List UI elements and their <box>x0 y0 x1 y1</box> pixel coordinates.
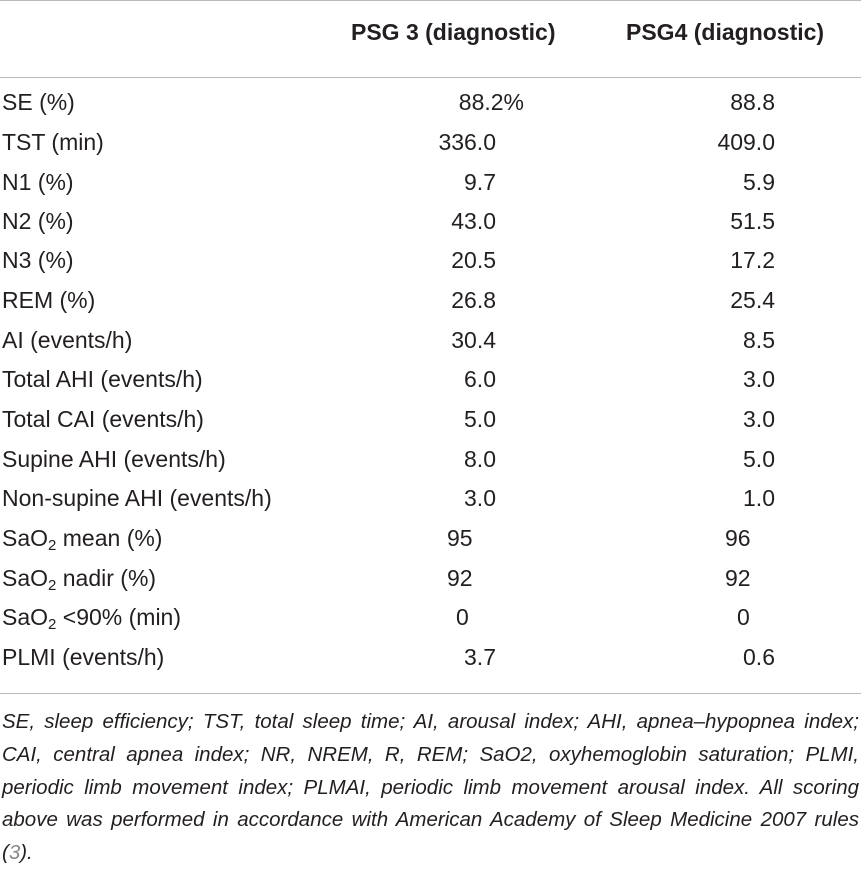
psg3-value: 88.2% <box>458 89 524 115</box>
psg4-value: 409.0 <box>717 129 775 155</box>
row-label: Supine AHI (events/h) <box>2 446 226 472</box>
label-text: SaO <box>2 604 49 630</box>
table-row <box>0 558 861 598</box>
label-text: SaO <box>2 565 49 591</box>
label-text: nadir (%) <box>56 565 157 591</box>
psg4-value: 0 <box>737 604 750 630</box>
psg3-value: 3.0 <box>464 485 496 511</box>
column-header-psg3: PSG 3 (diagnostic) <box>351 19 556 45</box>
psg4-value: 3.0 <box>743 366 775 392</box>
label-text: SaO <box>2 525 49 551</box>
label-text: mean (%) <box>56 525 163 551</box>
label-text: <90% (min) <box>56 604 181 630</box>
psg3-value: 20.5 <box>451 247 496 273</box>
psg3-value: 336.0 <box>438 129 496 155</box>
psg3-value: 5.0 <box>464 406 496 432</box>
table-row <box>0 240 861 280</box>
row-label: N3 (%) <box>2 247 74 273</box>
header-divider <box>0 77 861 78</box>
psg3-value: 9.7 <box>464 169 496 195</box>
psg4-value: 96 <box>725 525 751 551</box>
row-label: Total CAI (events/h) <box>2 406 204 432</box>
row-label: REM (%) <box>2 287 96 313</box>
table-bottom-rule <box>0 693 861 694</box>
table-row <box>0 439 861 479</box>
row-label: Total AHI (events/h) <box>2 366 203 392</box>
psg4-value: 1.0 <box>743 485 775 511</box>
footnote-text: SE, sleep efficiency; TST, total sleep time; AI, arousal index; AHI, apnea–hypopnea index; CAI, central apnea index; NR, NREM, R, REM; SaO2, oxyhemoglobin saturation; PLMI, periodic limb movement index; PLMAI, periodic limb movement arousal index. All scoring above was performed in accordance with American Academy of Sleep Medicine 2007 rules ( <box>2 710 859 865</box>
table-row <box>0 478 861 518</box>
row-label: TST (min) <box>2 129 104 155</box>
psg4-value: 8.5 <box>743 327 775 353</box>
psg3-value: 6.0 <box>464 366 496 392</box>
psg3-value: 8.0 <box>464 446 496 472</box>
psg3-value: 92 <box>447 565 473 591</box>
psg4-value: 3.0 <box>743 406 775 432</box>
psg4-value: 5.9 <box>743 169 775 195</box>
row-label: N2 (%) <box>2 208 74 234</box>
subscript-2: 2 <box>48 577 57 594</box>
psg4-value: 92 <box>725 565 751 591</box>
table-row <box>0 280 861 320</box>
psg4-value: 5.0 <box>743 446 775 472</box>
table-row <box>0 201 861 241</box>
row-label: N1 (%) <box>2 169 74 195</box>
table-row <box>0 122 861 162</box>
row-label: PLMI (events/h) <box>2 644 165 670</box>
psg4-value: 17.2 <box>730 247 775 273</box>
column-header-psg4: PSG4 (diagnostic) <box>626 19 825 45</box>
psg4-value: 0.6 <box>743 644 775 670</box>
table-row <box>0 359 861 399</box>
table-row <box>0 162 861 202</box>
table-row <box>0 637 861 677</box>
table-row <box>0 399 861 439</box>
table-row <box>0 597 861 637</box>
psg4-value: 88.8 <box>730 89 775 115</box>
psg3-value: 30.4 <box>451 327 496 353</box>
subscript-2: 2 <box>48 537 57 554</box>
table-row <box>0 82 861 122</box>
row-label: Non-supine AHI (events/h) <box>2 485 272 511</box>
subscript-2: 2 <box>48 616 57 633</box>
footnote-end: ). <box>20 841 33 865</box>
row-label: SE (%) <box>2 89 75 115</box>
table-top-rule <box>0 0 861 1</box>
psg3-value: 95 <box>447 525 473 551</box>
table-row <box>0 518 861 558</box>
psg3-value: 26.8 <box>451 287 496 313</box>
psg3-value: 43.0 <box>451 208 496 234</box>
psg3-value: 3.7 <box>464 644 496 670</box>
psg4-value: 51.5 <box>730 208 775 234</box>
row-label: AI (events/h) <box>2 327 133 353</box>
table-row <box>0 320 861 360</box>
psg4-value: 25.4 <box>730 287 775 313</box>
reference-link[interactable]: 3 <box>8 841 21 865</box>
table-footnote <box>2 706 859 870</box>
psg3-value: 0 <box>456 604 469 630</box>
